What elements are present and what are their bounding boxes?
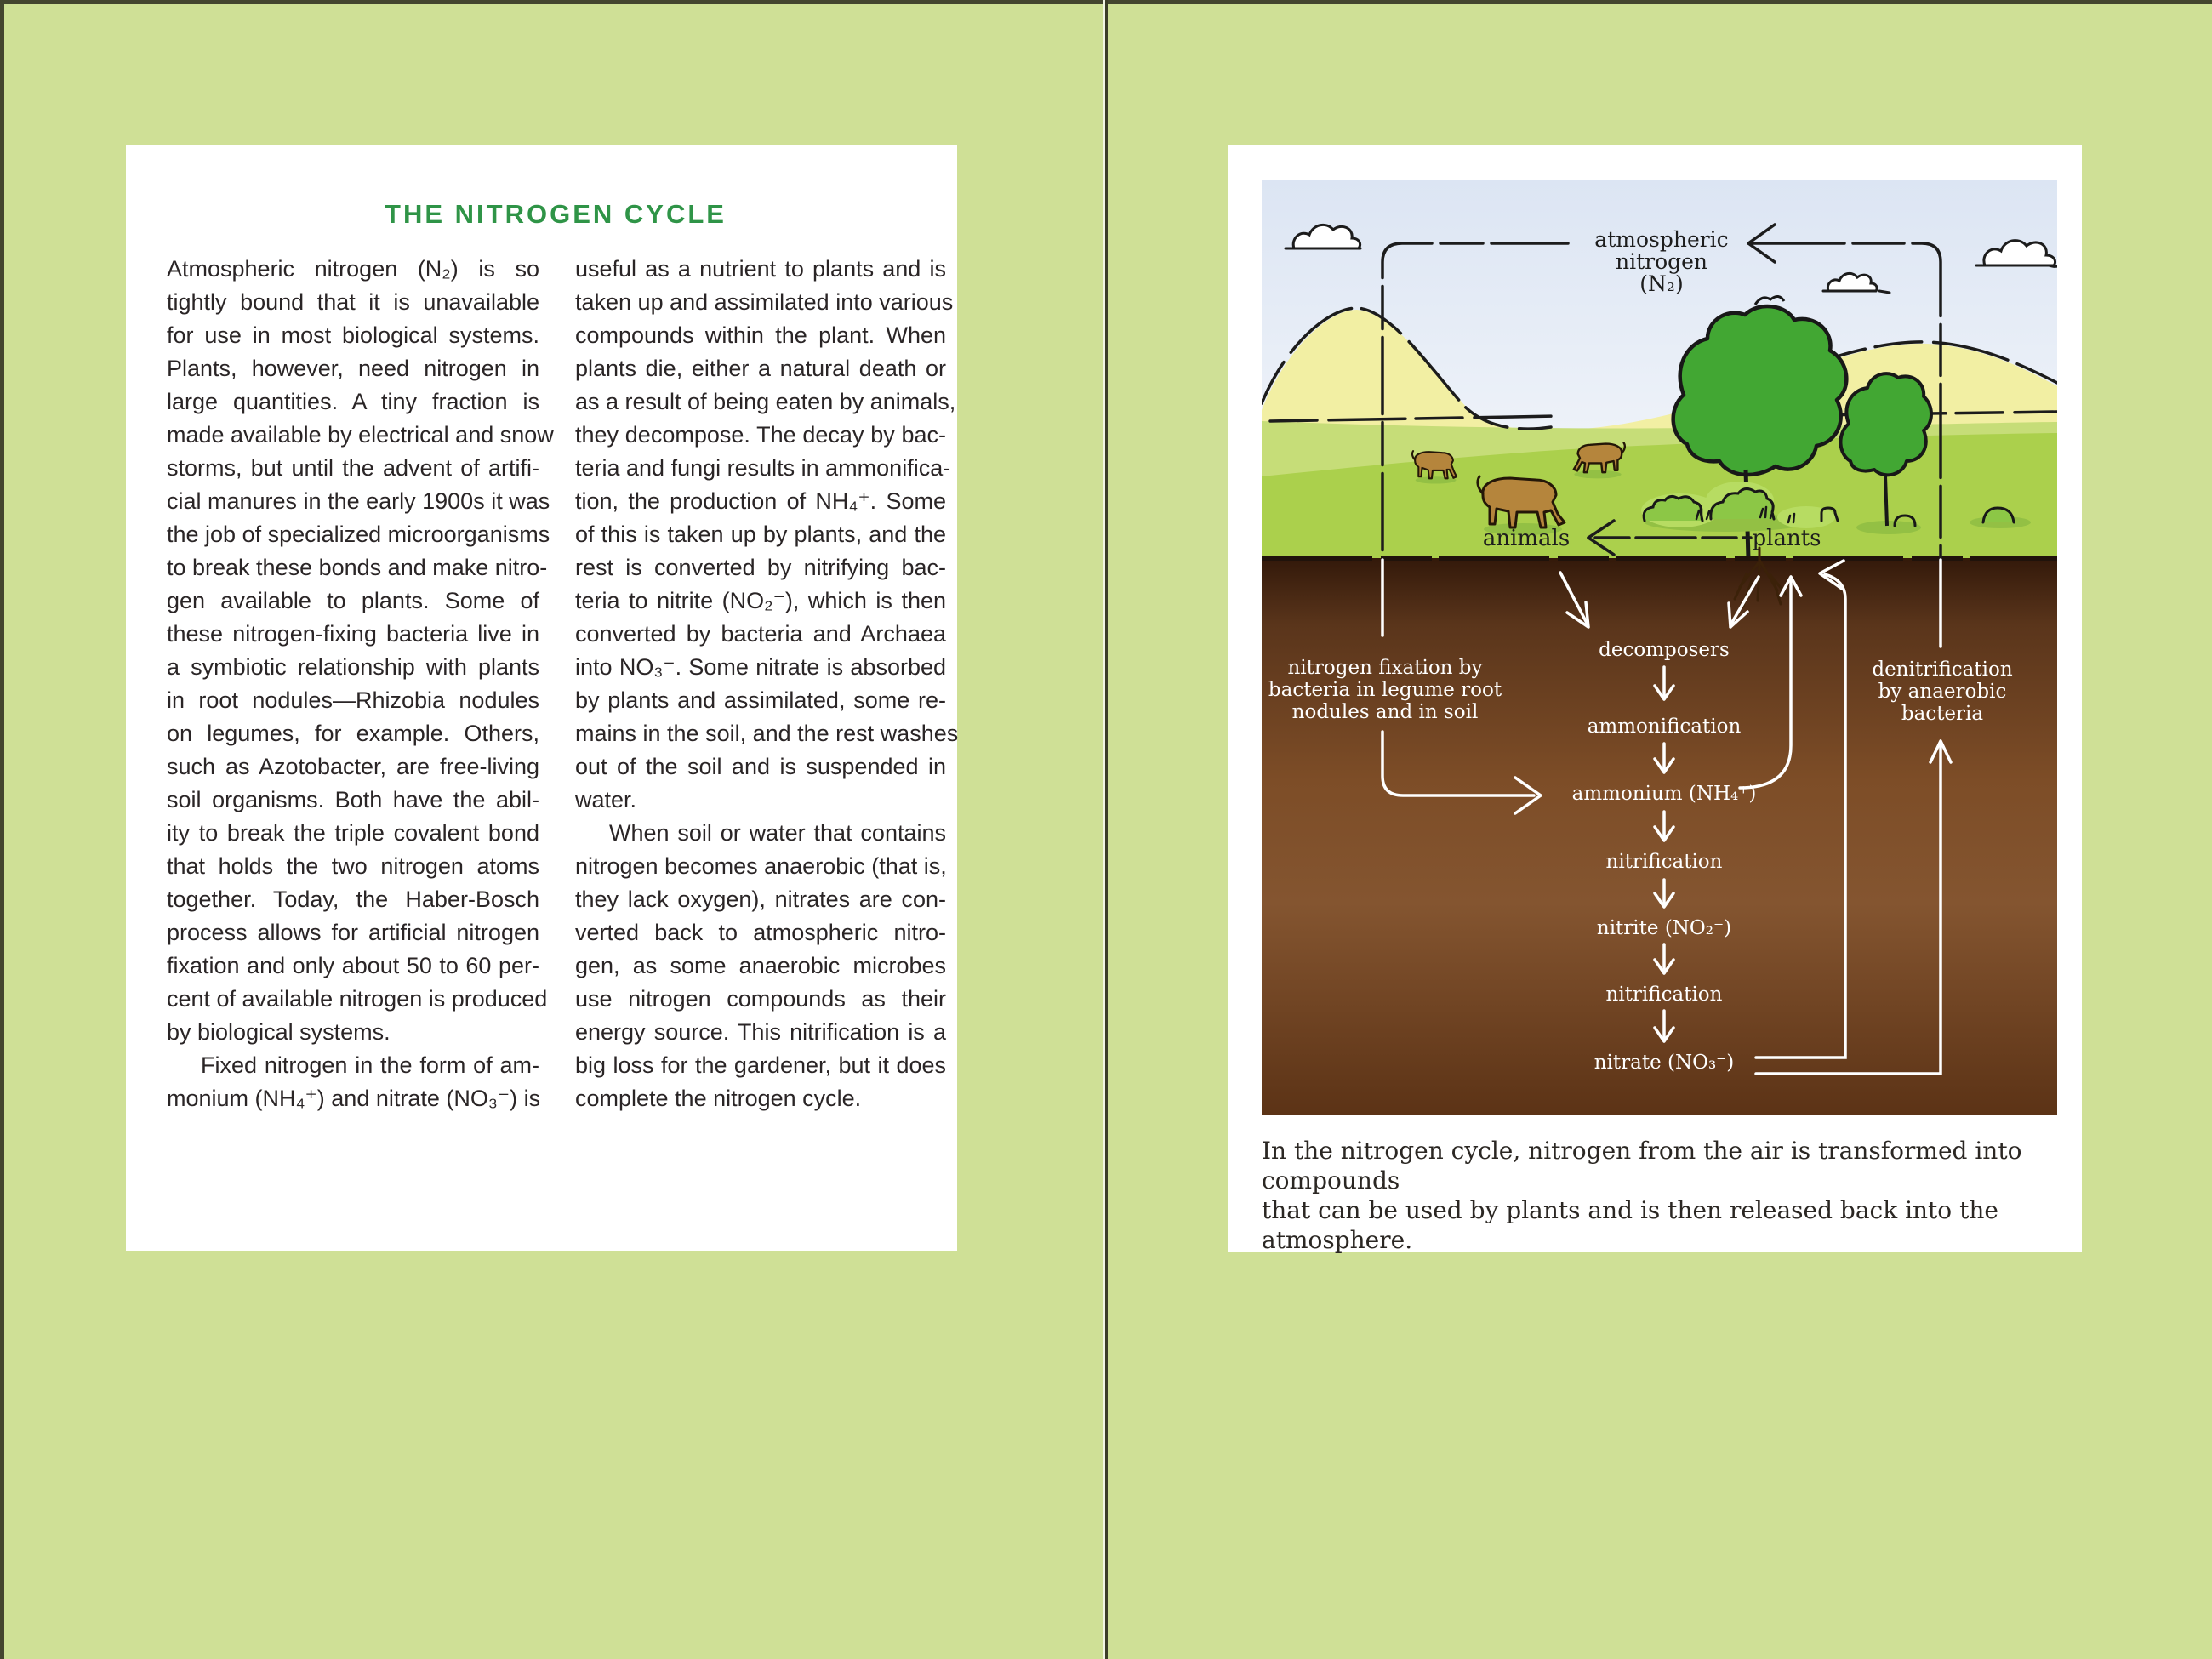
svg-text:ammonium (NH₄⁺): ammonium (NH₄⁺) xyxy=(1571,783,1757,805)
text-line: soil organisms. Both have the abil- xyxy=(167,787,539,812)
text-line: made available by electrical and snow xyxy=(167,422,554,448)
svg-text:bacteria: bacteria xyxy=(1901,703,1984,725)
text-line: by biological systems. xyxy=(167,1019,391,1045)
text-line: such as Azotobacter, are free-living xyxy=(167,754,539,779)
text-line: tion, the production of NH₄⁺. Some xyxy=(575,488,946,514)
text-line: monium (NH₄⁺) and nitrate (NO₃⁻) is xyxy=(167,1086,541,1111)
text-line: teria and fungi results in ammonifica- xyxy=(575,455,951,481)
text-line: of this is taken up by plants, and the xyxy=(575,522,946,547)
text-line: nitrogen becomes anaerobic (that is, xyxy=(575,853,947,879)
svg-text:nitrogen: nitrogen xyxy=(1615,249,1708,274)
text-line: together. Today, the Haber-Bosch xyxy=(167,887,539,912)
text-line: out of the soil and is suspended in xyxy=(575,754,946,779)
text-line: verted back to atmospheric nitro- xyxy=(575,920,946,945)
text-line: these nitrogen-fixing bacteria live in xyxy=(167,621,539,647)
text-line: water. xyxy=(575,787,637,812)
text-line: for use in most biological systems. xyxy=(167,322,539,348)
text-line: fixation and only about 50 to 60 per- xyxy=(167,953,539,978)
svg-text:by anaerobic: by anaerobic xyxy=(1878,681,2007,703)
text-line: to break these bonds and make nitro- xyxy=(167,555,548,580)
text-line: big loss for the gardener, but it does xyxy=(575,1052,946,1078)
spread-gutter xyxy=(1105,0,1108,1659)
text-column-2 xyxy=(575,253,959,1115)
svg-text:nitrification: nitrification xyxy=(1605,851,1723,873)
text-line: as a result of being eaten by animals, xyxy=(575,389,956,414)
text-line: by plants and assimilated, some re- xyxy=(575,687,946,713)
svg-text:nitrogen fixation by: nitrogen fixation by xyxy=(1287,657,1483,679)
svg-text:denitrification: denitrification xyxy=(1872,658,2013,681)
text-line: Plants, however, need nitrogen in xyxy=(167,356,539,381)
text-line: converted by bacteria and Archaea xyxy=(575,621,946,647)
text-line: the job of specialized microorganisms xyxy=(167,522,550,547)
animals-label: animals xyxy=(1482,526,1571,551)
svg-text:atmospheric: atmospheric xyxy=(1594,227,1729,252)
text-line: gen, as some anaerobic microbes xyxy=(575,953,946,978)
text-line: plants die, either a natural death or xyxy=(575,356,946,381)
left-page-card xyxy=(126,145,957,1251)
text-line: they decompose. The decay by bac- xyxy=(575,422,946,448)
text-line: tightly bound that it is unavailable xyxy=(167,289,539,315)
page-title: THE NITROGEN CYCLE xyxy=(385,199,727,229)
cow xyxy=(1574,442,1625,478)
text-line: energy source. This nitrification is a xyxy=(575,1019,946,1045)
svg-text:nitrate (NO₃⁻): nitrate (NO₃⁻) xyxy=(1593,1052,1735,1074)
text-line: ity to break the triple covalent bond xyxy=(167,820,539,846)
text-line: gen available to plants. Some of xyxy=(167,588,539,613)
text-column-1 xyxy=(167,253,554,1115)
right-page-card xyxy=(1228,145,2082,1252)
text-line: a symbiotic relationship with plants xyxy=(167,654,539,680)
text-line: Fixed nitrogen in the form of am- xyxy=(201,1052,539,1078)
svg-text:nitrification: nitrification xyxy=(1605,983,1723,1006)
svg-text:bacteria in legume root: bacteria in legume root xyxy=(1268,679,1502,701)
text-line: rest is converted by nitrifying bac- xyxy=(575,555,946,580)
text-line: process allows for artificial nitrogen xyxy=(167,920,539,945)
text-line: use nitrogen compounds as their xyxy=(575,986,946,1012)
svg-text:nodules and in soil: nodules and in soil xyxy=(1291,701,1479,723)
text-line: that holds the two nitrogen atoms xyxy=(167,853,539,879)
text-line: on legumes, for example. Others, xyxy=(167,721,539,746)
nitrogen-fixation-label xyxy=(1268,657,1502,723)
svg-text:ammonification: ammonification xyxy=(1587,715,1742,738)
page-left-edge xyxy=(0,0,4,1659)
plants-label: plants xyxy=(1752,526,1821,551)
nitrogen-cycle-diagram xyxy=(1262,180,2057,1115)
text-line: compounds within the plant. When xyxy=(575,322,946,348)
text-line: complete the nitrogen cycle. xyxy=(575,1086,862,1111)
svg-text:nitrite (NO₂⁻): nitrite (NO₂⁻) xyxy=(1596,917,1732,939)
caption-line: that can be used by plants and is then released back into the atmosphere. xyxy=(1262,1196,1998,1254)
text-line: into NO₃⁻. Some nitrate is absorbed xyxy=(575,654,946,680)
text-line: they lack oxygen), nitrates are con- xyxy=(575,887,946,912)
tree-trunk xyxy=(1885,476,1887,526)
text-line: teria to nitrite (NO₂⁻), which is then xyxy=(575,588,946,613)
text-line: large quantities. A tiny fraction is xyxy=(167,389,539,414)
text-line: cent of available nitrogen is produced xyxy=(167,986,548,1012)
text-line: storms, but until the advent of artifi- xyxy=(167,455,539,481)
text-line: useful as a nutrient to plants and is xyxy=(575,256,946,282)
text-line: mains in the soil, and the rest washes xyxy=(575,721,959,746)
text-line: When soil or water that contains xyxy=(609,820,946,846)
text-line: Atmospheric nitrogen (N₂) is so xyxy=(167,256,539,282)
svg-text:(N₂): (N₂) xyxy=(1639,271,1684,296)
text-line: cial manures in the early 1900s it was xyxy=(167,488,550,514)
caption-line: In the nitrogen cycle, nitrogen from the air is transformed into compounds xyxy=(1262,1137,2022,1194)
cow xyxy=(1412,451,1457,483)
svg-text:decomposers: decomposers xyxy=(1599,639,1730,661)
text-line: taken up and assimilated into various xyxy=(575,289,954,315)
figure-caption xyxy=(1262,1136,2053,1255)
text-line: in root nodules—Rhizobia nodules xyxy=(167,687,539,713)
